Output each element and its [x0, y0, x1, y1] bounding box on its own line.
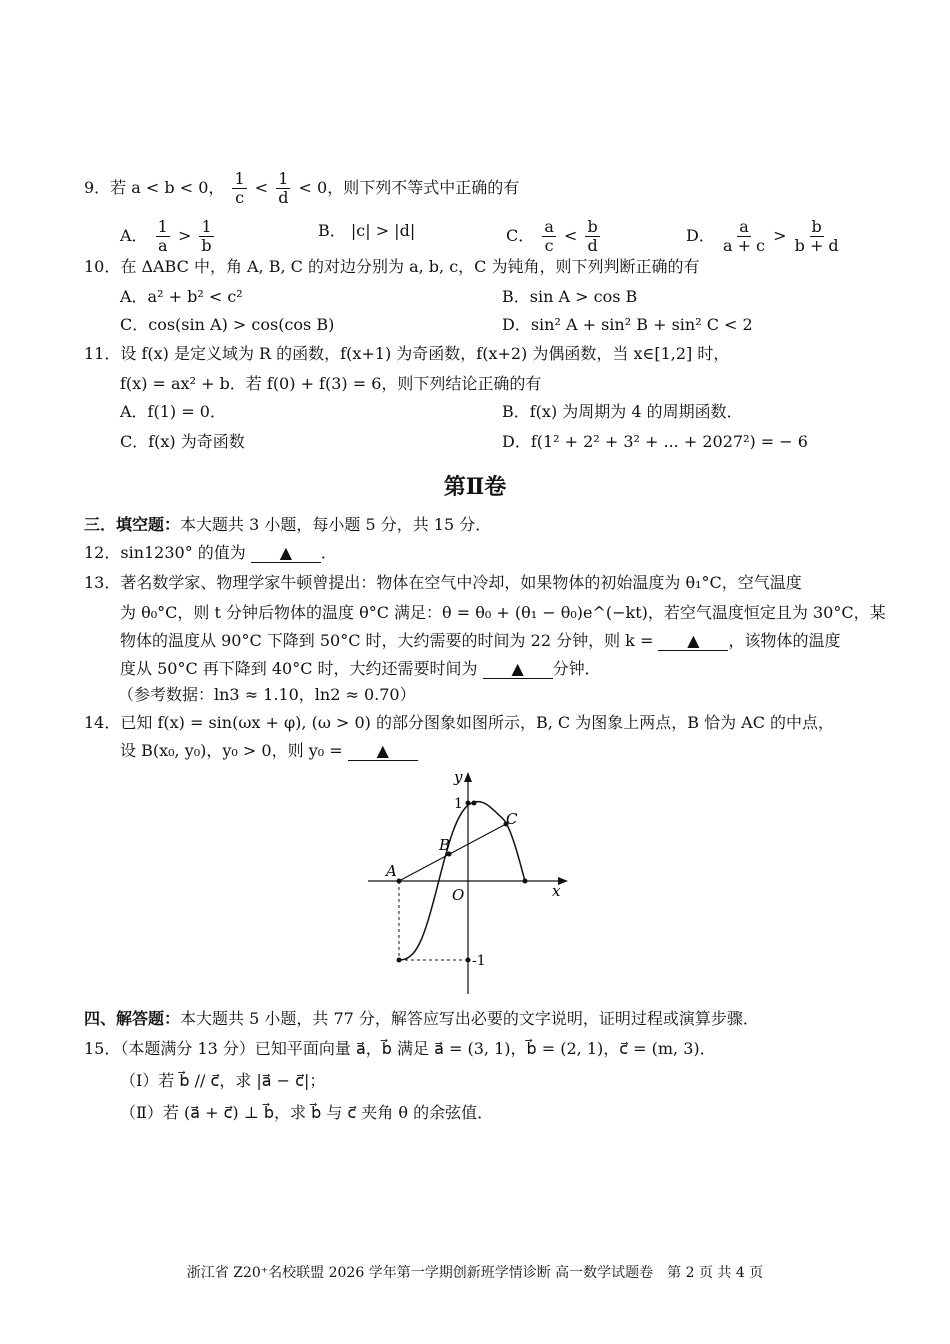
label-a: A [386, 862, 397, 880]
frac [199, 218, 213, 255]
q10-option-d: D．sin² A + sin² B + sin² C < 2 [502, 315, 753, 334]
q11-option-b: B．f(x) 为周期为 4 的周期函数． [502, 402, 743, 421]
q10-option-a: A．a² + b² < c² [120, 287, 243, 306]
q10-option-b: B．sin A > cos B [502, 287, 638, 306]
lt-sign: < [563, 226, 578, 245]
gt-sign: > [177, 226, 192, 245]
frac-num: a [544, 217, 554, 236]
q9-option-a [120, 218, 217, 255]
q10-stem: 10．在 ΔABC 中，角 A, B, C 的对边分别为 a, b, c，C 为钝角，则下列判断正确的有 [84, 257, 700, 276]
frac [795, 218, 839, 255]
frac [156, 218, 170, 255]
page-footer: 浙江省 Z20⁺名校联盟 2026 学年第一学期创新班学情诊断 高一数学试题卷 第 2 页 共 4 页 [186, 1265, 764, 1281]
q14-answer-blank[interactable]: ▲ [348, 742, 418, 761]
option-label: D． [686, 226, 715, 245]
lt-sign: < [254, 178, 269, 197]
q13-line4-text: 度从 50°C 再下降到 40°C 时，大约还需要时间为 [120, 659, 478, 678]
y-axis-arrow-icon [464, 772, 472, 782]
q12-post: ． [320, 543, 337, 562]
q13-line3 [120, 630, 840, 652]
frac-den: d [587, 236, 598, 255]
q13-k-answer-blank[interactable]: ▲ [658, 632, 728, 651]
frac-den: b + d [794, 236, 839, 255]
q14-line1: 14．已知 f(x) = sin(ωx + φ), (ω > 0) 的部分图象如图所示，B, C 为图象上两点，B 恰为 AC 的中点， [84, 713, 835, 732]
section4-desc: 本大题共 5 小题，共 77 分，解答应写出必要的文字说明，证明过程或演算步骤． [180, 1009, 759, 1028]
option-text: |c| > |d| [350, 221, 416, 240]
frac-num: 1 [201, 217, 212, 236]
q9-frac-1c [232, 170, 246, 207]
gt-sign: > [773, 226, 787, 245]
q9-option-d [686, 218, 842, 255]
q14-function-graph [362, 768, 582, 1000]
point-y1 [466, 801, 471, 806]
q11-stem: 11．设 f(x) 是定义域为 R 的函数，f(x+1) 为奇函数，f(x+2) 为偶函数，当 x∈[1,2] 时， [84, 344, 730, 363]
frac-den: a [157, 236, 168, 255]
point-max [472, 801, 477, 806]
q15-part1: （Ⅰ）若 b⃗ // c⃗，求 |a⃗ − c⃗|； [120, 1071, 326, 1090]
q13-line3-text: 物体的温度从 90°C 下降到 50°C 时，大约需要的时间为 22 分钟，则 k = [120, 631, 654, 650]
label-x: x [552, 882, 561, 900]
frac-num: a [739, 217, 749, 236]
frac-num: 1 [278, 169, 289, 188]
frac-den: c [544, 236, 554, 255]
q11-option-c: C．f(x) 为奇函数 [120, 432, 245, 451]
label-one: 1 [454, 796, 463, 812]
frac [585, 218, 599, 255]
frac-num: b [587, 217, 598, 236]
q12-text: 12．sin1230° 的值为 [84, 543, 246, 562]
q13-line2: 为 θ₀°C，则 t 分钟后物体的温度 θ°C 满足：θ = θ₀ + (θ₁ − θ₀)e^(−kt)，若空气温度恒定且为 30°C，某 [120, 603, 886, 622]
q11-option-a: A．f(1) = 0． [120, 402, 226, 421]
section3-title: 三．填空题： [84, 515, 181, 534]
frac-num: b [811, 217, 822, 236]
option-label: C． [506, 226, 535, 245]
q13-line3-tail: ，该物体的温度 [728, 631, 841, 650]
point-yneg1 [466, 958, 471, 963]
section4-header [84, 1008, 759, 1030]
q14-line2-text: 设 B(x₀, y₀)，y₀ > 0，则 y₀ = [120, 741, 343, 760]
q14-line2 [120, 740, 418, 762]
point-min [397, 958, 402, 963]
q11-option-d: D．f(1² + 2² + 3² + ... + 2027²) = − 6 [502, 432, 808, 451]
option-label: A． [120, 226, 148, 245]
point-a [397, 879, 402, 884]
q13-line4-tail: 分钟． [552, 659, 601, 678]
frac-den: a + c [722, 236, 766, 255]
q12 [84, 542, 337, 564]
section3-desc: 本大题共 3 小题，每小题 5 分，共 15 分． [180, 515, 492, 534]
label-b: B [439, 836, 451, 854]
frac-num: 1 [234, 169, 245, 188]
q15-stem: 15．（本题满分 13 分）已知平面向量 a⃗，b⃗ 满足 a⃗ = (3, 1)，b⃗ = (2, 1)，c⃗ = (m, 3)． [84, 1039, 716, 1058]
q9-stem [84, 170, 519, 207]
q13-time-answer-blank[interactable]: ▲ [483, 660, 553, 679]
q13-reference-data: （参考数据：ln3 ≈ 1.10，ln2 ≈ 0.70） [118, 685, 416, 704]
point-zero [523, 879, 528, 884]
frac-den: d [278, 188, 289, 207]
label-neg-one: -1 [472, 953, 486, 969]
label-c: C [506, 810, 518, 828]
q13-line1: 13．著名数学家、物理学家牛顿曾提出：物体在空气中冷却，如果物体的初始温度为 θ₁°C，空气温度 [84, 573, 802, 592]
label-y: y [454, 768, 463, 786]
frac-num: 1 [157, 217, 168, 236]
q9-option-b [318, 220, 415, 242]
q11-stem-line2: f(x) = ax² + b．若 f(0) + f(3) = 6，则下列结论正确的有 [120, 374, 542, 393]
q13-line4 [120, 658, 601, 680]
q9-option-c [506, 218, 603, 255]
part2-title: 第Ⅱ卷 [443, 474, 507, 500]
section3-header [84, 514, 491, 536]
frac-den: b [201, 236, 212, 255]
q9-stem-tail: < 0，则下列不等式中正确的有 [298, 178, 520, 197]
q12-answer-blank[interactable]: ▲ [251, 544, 321, 563]
option-label: B． [318, 221, 346, 240]
q9-stem-text: 9．若 a < b < 0， [84, 178, 225, 197]
frac [723, 218, 765, 255]
frac [542, 218, 556, 255]
frac-den: c [235, 188, 245, 207]
label-origin: O [452, 886, 465, 904]
section4-title: 四、解答题： [84, 1009, 181, 1028]
q9-frac-1d [276, 170, 290, 207]
q10-option-c: C．cos(sin A) > cos(cos B) [120, 315, 335, 334]
q15-part2: （Ⅱ）若 (a⃗ + c⃗) ⊥ b⃗，求 b⃗ 与 c⃗ 夹角 θ 的余弦值． [120, 1103, 494, 1122]
